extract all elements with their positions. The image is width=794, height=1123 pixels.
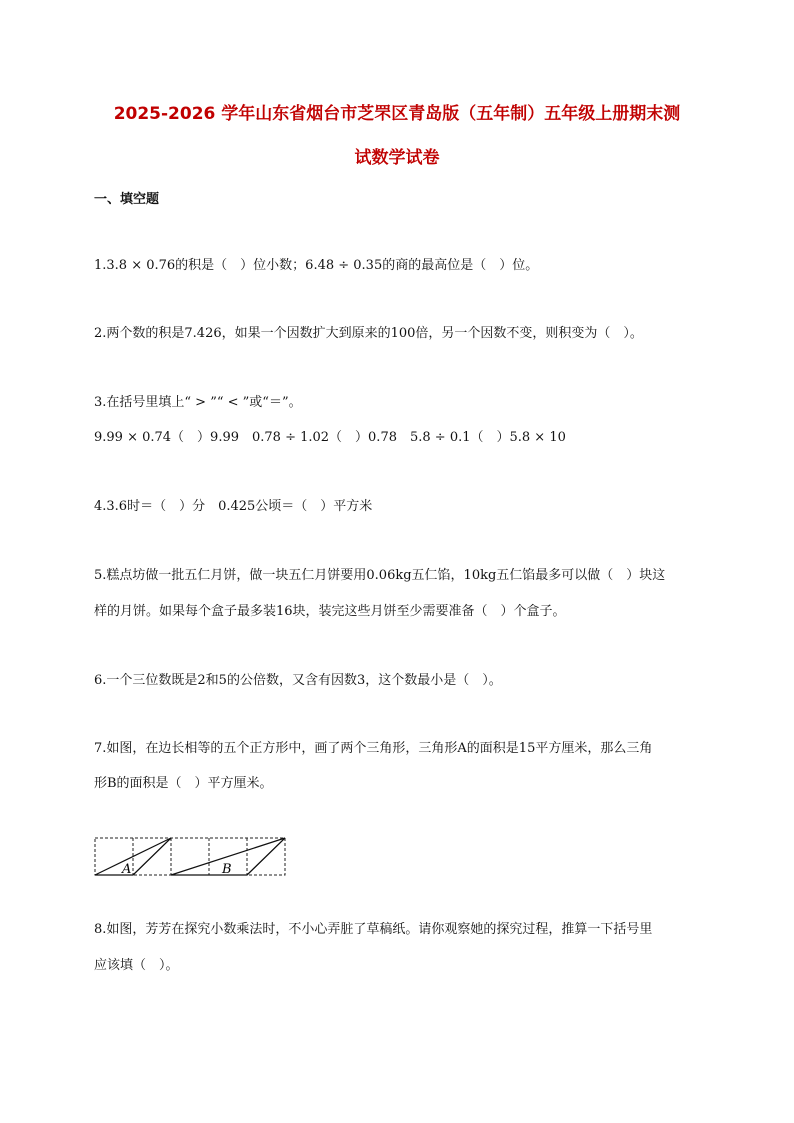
- figure-svg: [94, 836, 294, 880]
- exam-title-line2: 试数学试卷: [354, 148, 440, 168]
- triangle-a-edge: [133, 838, 171, 875]
- label-b: B: [222, 862, 232, 877]
- question-7-line2: 形B的面积是（ ）平方厘米。: [94, 776, 273, 791]
- question-6: 6.一个三位数既是2和5的公倍数，又含有因数3，这个数最小是（ ）。: [94, 673, 502, 688]
- section-heading: 一、填空题: [94, 192, 160, 207]
- question-7-line1: 7.如图，在边长相等的五个正方形中，画了两个三角形，三角形A的面积是15平方厘米，那么三角: [94, 741, 653, 756]
- question-5-line2: 样的月饼。如果每个盒子最多装16块，装完这些月饼至少需要准备（ ）个盒子。: [94, 604, 566, 619]
- question-4: 4.3.6时＝（ ）分 0.425公顷＝（ ）平方米: [94, 499, 373, 514]
- squares-triangles-figure: [94, 836, 294, 884]
- question-8-line2: 应该填（ ）。: [94, 958, 179, 973]
- label-a: A: [122, 862, 132, 877]
- question-2: 2.两个数的积是7.426，如果一个因数扩大到原来的100倍，另一个因数不变，则积变为（ ）。: [94, 326, 643, 341]
- question-1: 1.3.8 × 0.76的积是（ ）位小数；6.48 ÷ 0.35的商的最高位是（ ）位。: [94, 258, 539, 273]
- question-5-line1: 5.糕点坊做一批五仁月饼，做一块五仁月饼要用0.06kg五仁馅，10kg五仁馅最多可以做（ ）块这: [94, 568, 666, 583]
- question-8-line1: 8.如图，芳芳在探究小数乘法时，不小心弄脏了草稿纸。请你观察她的探究过程，推算一下括号里: [94, 922, 653, 937]
- question-3-prompt: 3.在括号里填上“ > ”“ < ”或“＝”。: [94, 395, 302, 410]
- question-3-comparisons: 9.99 × 0.74（ ）9.99 0.78 ÷ 1.02（ ）0.78 5.8 ÷ 0.1（ ）5.8 × 10: [94, 430, 566, 445]
- exam-title-line1: 2025-2026 学年山东省烟台市芝罘区青岛版（五年制）五年级上册期末测: [113, 104, 681, 124]
